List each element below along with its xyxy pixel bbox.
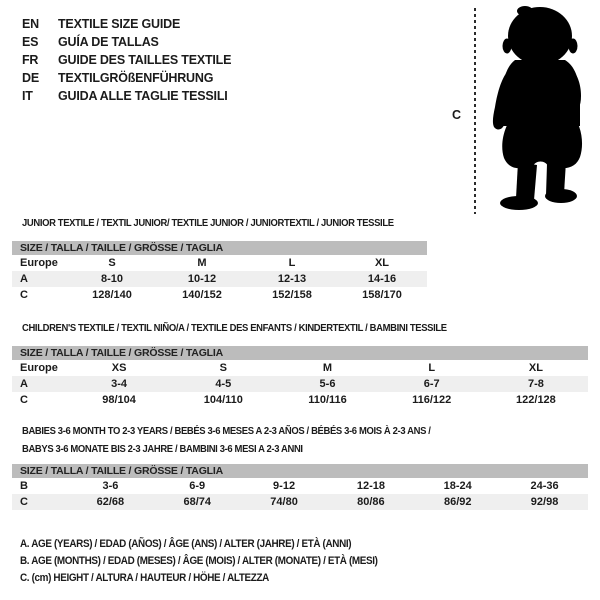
size-cell: 3-6 (102, 480, 119, 492)
baby-silhouette-icon (484, 4, 596, 212)
language-code: ES (22, 35, 39, 49)
size-cell: 5-6 (319, 378, 336, 390)
size-cell: XL (374, 257, 390, 269)
language-row-es (22, 33, 231, 51)
size-cell: 110/116 (308, 394, 347, 406)
children-table-title: CHILDREN'S TEXTILE / TEXTIL NIÑO/A / TEXTILE DES ENFANTS / KINDERTEXTIL / BAMBINI TESSILE (22, 322, 447, 334)
table-row-months (12, 478, 588, 494)
height-dashed-line (474, 8, 476, 214)
size-cell: 12-18 (356, 480, 385, 492)
junior-size-table (12, 241, 427, 303)
footnote-a: A. AGE (YEARS) / EDAD (AÑOS) / ÂGE (ANS) / ALTER (JAHRE) / ETÀ (ANNI) (20, 538, 352, 550)
language-title: GUIDE DES TAILLES TEXTILE (58, 53, 232, 67)
size-cell: 104/110 (203, 394, 243, 406)
size-cell: L (428, 362, 436, 374)
row-label: Europe (20, 362, 58, 374)
size-cell: M (322, 362, 333, 374)
row-label: C (20, 496, 28, 508)
table-row-europe (12, 360, 588, 376)
size-cell: 86/92 (443, 496, 472, 508)
size-cell: 140/152 (182, 289, 222, 301)
size-cell: 68/74 (183, 496, 211, 508)
size-cell: 152/158 (272, 289, 312, 301)
junior-table-title: JUNIOR TEXTILE / TEXTIL JUNIOR/ TEXTILE JUNIOR / JUNIORTEXTIL / JUNIOR TESSILE (22, 217, 394, 229)
size-cell: 9-12 (273, 480, 296, 492)
size-cell: 6-9 (189, 480, 206, 492)
size-cell: 24-36 (530, 480, 559, 492)
babies-table-title: BABIES 3-6 MONTH TO 2-3 YEARS / BEBÉS 3-6 MESES A 2-3 AÑOS / BÉBÉS 3-6 MOIS À 2-3 ANS / BABYS 3-6 MONATE BIS 2-3 JAHRE / BAMBINI 3-6 MESI A 2-3 ANNI (22, 425, 431, 455)
language-title: TEXTILGRÖßENFÜHRUNG (58, 71, 214, 85)
size-cell: 12-13 (277, 273, 307, 285)
language-code: IT (22, 89, 33, 103)
size-cell: 18-24 (443, 480, 472, 492)
language-row-de (22, 69, 231, 87)
language-title: GUIDA ALLE TAGLIE TESSILI (58, 89, 228, 103)
row-label: C (20, 289, 28, 301)
language-title: GUÍA DE TALLAS (58, 35, 159, 49)
size-header-bar: SIZE / TALLA / TAILLE / GRÖSSE / TAGLIA (12, 241, 427, 255)
row-label: Europe (20, 257, 58, 269)
size-cell: 80/86 (357, 496, 385, 508)
language-row-it (22, 87, 231, 105)
language-row-fr (22, 51, 231, 69)
size-cell: 62/68 (96, 496, 125, 508)
table-row-height (12, 494, 588, 510)
table-row-age (12, 271, 427, 287)
size-cell: 92/98 (530, 496, 559, 508)
size-cell: S (219, 362, 227, 374)
size-cell: 116/122 (412, 394, 452, 406)
size-cell: L (288, 257, 296, 269)
table-row-age (12, 376, 588, 392)
size-cell: 8-10 (100, 273, 124, 285)
height-label-c: C (452, 108, 462, 122)
size-cell: XS (111, 362, 127, 374)
language-title: TEXTILE SIZE GUIDE (58, 17, 181, 31)
size-cell: S (108, 257, 116, 269)
table-row-europe (12, 255, 427, 271)
size-cell: 7-8 (527, 378, 544, 390)
footnote-c: C. (cm) HEIGHT / ALTURA / HAUTEUR / HÖHE / ALTEZZA (20, 572, 269, 584)
size-cell: M (197, 257, 207, 269)
size-cell: 4-5 (215, 378, 232, 390)
footnote-b: B. AGE (MONTHS) / EDAD (MESES) / ÂGE (MOIS) / ALTER (MONATE) / ETÀ (MESI) (20, 555, 378, 567)
size-cell: 6-7 (423, 378, 440, 390)
table-row-height (12, 392, 588, 408)
size-cell: 98/104 (102, 394, 136, 406)
language-title-list (22, 15, 231, 105)
size-cell: 122/128 (516, 394, 556, 406)
children-size-table (12, 346, 588, 408)
row-label: B (20, 480, 28, 492)
size-cell: XL (528, 362, 543, 374)
row-label: A (20, 378, 28, 390)
size-cell: 128/140 (92, 289, 132, 301)
size-header-bar: SIZE / TALLA / TAILLE / GRÖSSE / TAGLIA (12, 464, 588, 478)
table-row-height (12, 287, 427, 303)
size-header-bar: SIZE / TALLA / TAILLE / GRÖSSE / TAGLIA (12, 346, 588, 360)
footnote-legend (20, 536, 417, 587)
size-cell: 158/170 (362, 289, 402, 301)
size-cell: 14-16 (367, 273, 397, 285)
size-cell: 3-4 (111, 378, 128, 390)
size-cell: 10-12 (187, 273, 217, 285)
row-label: A (20, 273, 28, 285)
row-label: C (20, 394, 28, 406)
language-code: EN (22, 17, 39, 31)
language-code: DE (22, 71, 39, 85)
language-code: FR (22, 53, 39, 67)
babies-size-table (12, 464, 588, 510)
size-cell: 74/80 (270, 496, 298, 508)
language-row-en (22, 15, 231, 33)
